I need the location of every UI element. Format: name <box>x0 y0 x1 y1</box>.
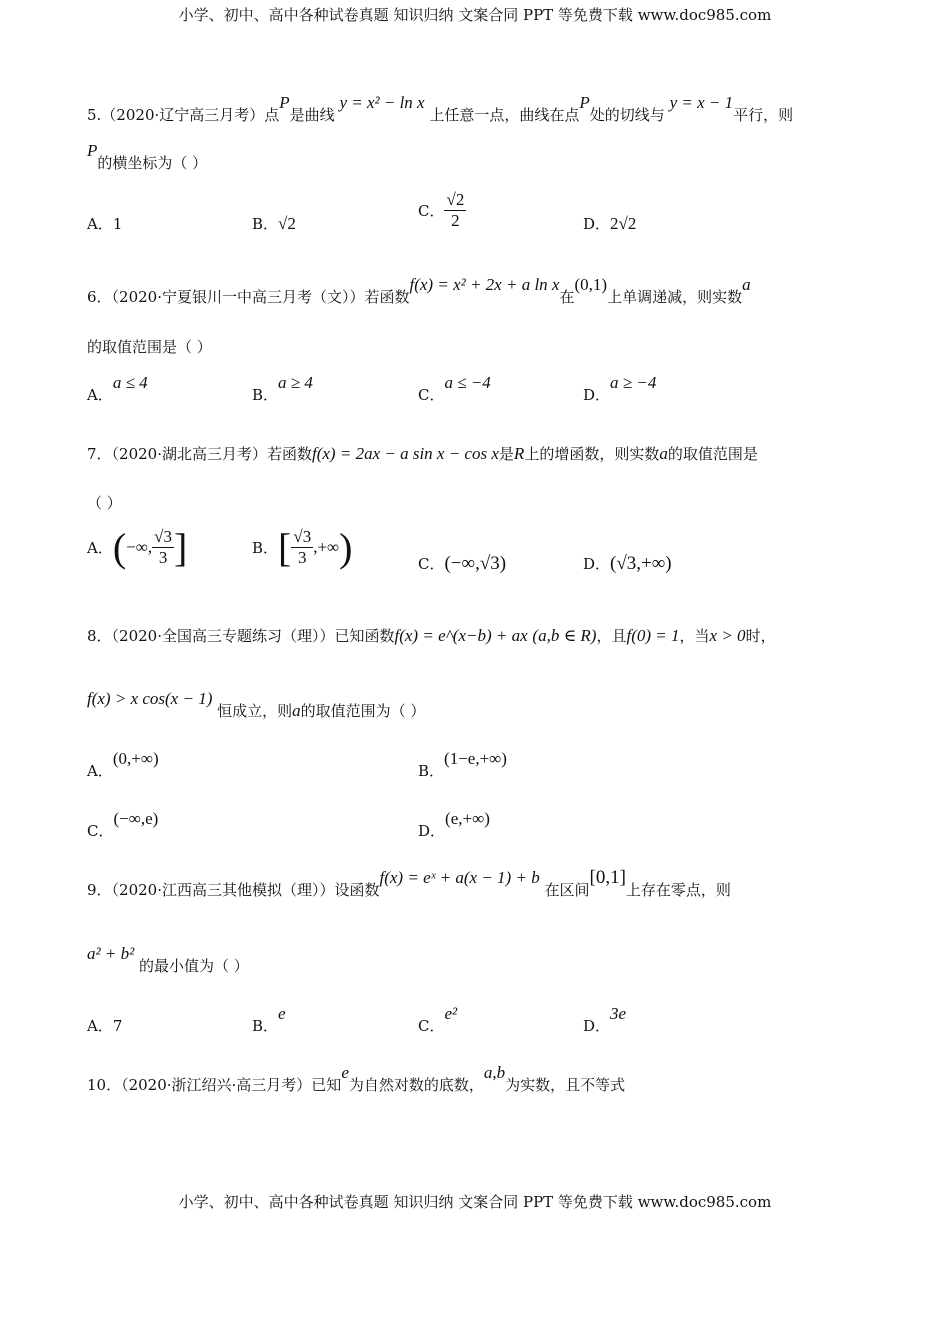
q7-text-1: 是 <box>498 445 514 463</box>
q5-option-b-label: B． <box>252 215 279 233</box>
q5-option-b[interactable] <box>252 213 296 234</box>
q10-variable-e: e <box>341 1063 349 1082</box>
question-9-line-1 <box>87 867 731 901</box>
page-footer: 小学、初中、高中各种试卷真题 知识归纳 文案合同 PPT 等免费下载 www.doc985.com <box>178 1193 772 1211</box>
q9-option-b-value: e <box>278 1004 286 1023</box>
q5-text-4: 平行，则 <box>733 106 794 124</box>
q7-option-b-label: B． <box>252 539 279 557</box>
q8-f0: f(0) = 1 <box>626 626 680 645</box>
q7-option-b-denominator: 3 <box>298 548 307 567</box>
q8-option-c-value: (−∞,e) <box>113 809 159 828</box>
q5-option-a[interactable] <box>87 213 122 234</box>
q7-option-b-numerator: √3 <box>293 527 312 546</box>
q10-variables-ab: a,b <box>483 1063 506 1082</box>
q7-option-d-label: D． <box>583 555 611 573</box>
q5-option-c[interactable] <box>418 190 466 231</box>
q9-interval: [0,1] <box>589 867 626 888</box>
q7-option-a[interactable] <box>87 524 187 571</box>
q6-option-b[interactable] <box>252 373 313 405</box>
q8-option-b-value: (1−e,+∞) <box>444 749 507 768</box>
q5-text-3: 处的切线与 <box>589 106 665 124</box>
q7-option-c-label: C． <box>418 555 445 573</box>
q7-option-a-left-paren: ( <box>112 525 127 570</box>
q7-text-2: 上的增函数，则实数 <box>524 445 660 463</box>
q6-option-b-value: a ≥ 4 <box>278 373 313 392</box>
q8-function: f(x) = e^(x−b) + ax <box>394 626 528 645</box>
q6-option-d-value: a ≥ −4 <box>610 373 657 392</box>
q8-text-2: ，当 <box>679 627 710 645</box>
q6-option-d[interactable] <box>583 373 657 405</box>
q7-option-a-fraction <box>152 527 174 568</box>
q5-option-c-denominator: 2 <box>451 211 460 230</box>
q6-text-1: 在 <box>559 288 575 306</box>
q9-option-b-label: B． <box>252 1017 279 1035</box>
q10-text-1: 为自然对数的底数， <box>348 1076 484 1094</box>
q8-prefix: 8．（2020·全国高三专题练习（理））已知函数 <box>87 627 395 645</box>
q7-option-a-right-bracket: ] <box>173 525 188 570</box>
q9-option-d-value: 3e <box>610 1004 627 1023</box>
question-7-line-2 <box>87 492 122 513</box>
q5-text-1: 是曲线 <box>289 106 335 124</box>
q7-option-a-denominator: 3 <box>158 548 168 567</box>
q8-option-a-label: A． <box>87 762 113 780</box>
q6-text-3: 的取值范围是（ ） <box>87 338 212 356</box>
q7-option-a-left: −∞, <box>126 537 153 557</box>
q7-option-b-right-paren: ) <box>339 525 353 570</box>
q5-line-formula: y = x − 1 <box>669 93 734 112</box>
q9-option-d-label: D． <box>583 1017 611 1035</box>
q6-option-c-label: C． <box>418 386 445 404</box>
q6-text-2: 上单调递减，则实数 <box>607 288 743 306</box>
q8-option-a-value: (0,+∞) <box>112 749 159 768</box>
q5-prefix: 5.（2020·辽宁高三月考）点 <box>87 106 280 124</box>
q9-function: f(x) = eˣ + a(x − 1) + b <box>379 868 540 887</box>
q6-option-a-label: A． <box>87 386 113 404</box>
q8-option-c[interactable] <box>87 809 159 841</box>
question-9-line-2 <box>87 944 249 976</box>
q6-option-c[interactable] <box>418 373 491 405</box>
q9-option-b[interactable] <box>252 1004 286 1036</box>
q5-option-d-label: D． <box>583 215 611 233</box>
q5-point-p-3: P <box>87 141 98 160</box>
q6-option-a-value: a ≤ 4 <box>112 373 148 392</box>
q6-interval: (0,1) <box>574 275 608 294</box>
q5-option-d-value: 2√2 <box>610 214 637 233</box>
q9-prefix: 9．（2020·江西高三其他模拟（理））设函数 <box>87 881 380 899</box>
q5-point-p: P <box>279 93 290 112</box>
question-8-line-2 <box>87 689 426 721</box>
q7-option-c[interactable] <box>418 553 506 575</box>
q9-option-c[interactable] <box>418 1004 458 1036</box>
q8-option-b-label: B． <box>418 762 445 780</box>
q7-option-b[interactable] <box>252 524 353 571</box>
q7-paren: （ ） <box>87 494 122 512</box>
q9-text-2: 上存在零点，则 <box>625 881 731 899</box>
q10-prefix: 10．（2020·浙江绍兴·高三月考）已知 <box>87 1076 342 1094</box>
q10-text-2: 为实数，且不等式 <box>505 1076 626 1094</box>
q8-variable-a: a <box>292 701 301 720</box>
q9-option-a-label: A．7 <box>87 1017 123 1035</box>
q5-option-d[interactable] <box>583 213 636 234</box>
question-5-line-2 <box>87 141 208 173</box>
question-5-line-1 <box>87 93 794 125</box>
q8-option-d[interactable] <box>418 809 490 841</box>
q8-option-a[interactable] <box>87 749 159 781</box>
q6-option-a[interactable] <box>87 373 148 405</box>
q7-option-b-fraction <box>291 527 313 568</box>
q6-variable-a: a <box>742 275 751 294</box>
q8-text-3: 时， <box>745 627 776 645</box>
q9-option-d[interactable] <box>583 1004 627 1036</box>
q9-expression: a² + b² <box>87 944 135 963</box>
q8-text-1: ，且 <box>596 627 627 645</box>
q5-option-b-value: √2 <box>278 214 296 233</box>
q9-text-1: 在区间 <box>544 881 590 899</box>
question-6-line-1 <box>87 275 751 307</box>
q8-text-5: 的取值范围为（ ） <box>300 702 426 720</box>
q9-text-3: 的最小值为（ ） <box>138 957 249 975</box>
question-10-line-1 <box>87 1063 626 1095</box>
q7-option-c-value: (−∞,√3) <box>444 553 507 574</box>
page-header: 小学、初中、高中各种试卷真题 知识归纳 文案合同 PPT 等免费下载 www.doc985.com <box>178 6 772 24</box>
q9-option-c-label: C． <box>418 1017 445 1035</box>
q8-condition: (a,b ∈ R) <box>532 626 597 645</box>
q8-option-d-label: D． <box>418 822 446 840</box>
question-7-line-1 <box>87 443 758 464</box>
q7-text-3: 的取值范围是 <box>667 445 758 463</box>
q8-option-d-value: (e,+∞) <box>445 809 490 828</box>
question-8-line-1 <box>87 625 776 646</box>
q5-text-2: 上任意一点，曲线在点 <box>429 106 580 124</box>
q7-variable-a: a <box>659 444 668 463</box>
q7-set-r: R <box>513 444 525 463</box>
q8-x-positive: x > 0 <box>709 626 746 645</box>
q7-function: f(x) = 2ax − a sin x − cos x <box>312 444 499 463</box>
q9-option-c-value: e² <box>444 1004 458 1023</box>
q5-option-c-fraction <box>444 190 466 231</box>
q5-text-5: 的横坐标为（ ） <box>97 154 208 172</box>
q7-prefix: 7．（2020·湖北高三月考）若函数 <box>87 445 312 463</box>
q7-option-b-left-bracket: [ <box>278 525 292 570</box>
q7-option-a-numerator: √3 <box>154 527 172 546</box>
q8-text-4: 恒成立，则 <box>217 702 293 720</box>
q6-option-c-value: a ≤ −4 <box>444 373 491 392</box>
q6-option-b-label: B． <box>252 386 279 404</box>
q8-inequality: f(x) > x cos(x − 1) <box>87 689 213 708</box>
q7-option-b-right: ,+∞ <box>313 537 340 557</box>
question-6-line-2 <box>87 336 212 357</box>
q8-option-b[interactable] <box>418 749 507 781</box>
q7-option-d-value: (√3,+∞) <box>610 553 672 574</box>
q5-option-c-numerator: √2 <box>446 190 465 209</box>
q5-curve-formula: y = x² − ln x <box>339 93 425 112</box>
q6-prefix: 6．（2020·宁夏银川一中高三月考（文））若函数 <box>87 288 410 306</box>
q5-option-a-label: A．1 <box>87 215 123 233</box>
q7-option-d[interactable] <box>583 553 672 575</box>
q7-option-a-label: A． <box>87 539 113 557</box>
q5-point-p-2: P <box>579 93 590 112</box>
q5-option-c-label: C． <box>418 202 445 220</box>
q9-option-a[interactable] <box>87 1015 122 1036</box>
q6-function: f(x) = x² + 2x + a ln x <box>409 275 560 294</box>
q8-option-c-label: C． <box>87 822 114 840</box>
q6-option-d-label: D． <box>583 386 611 404</box>
